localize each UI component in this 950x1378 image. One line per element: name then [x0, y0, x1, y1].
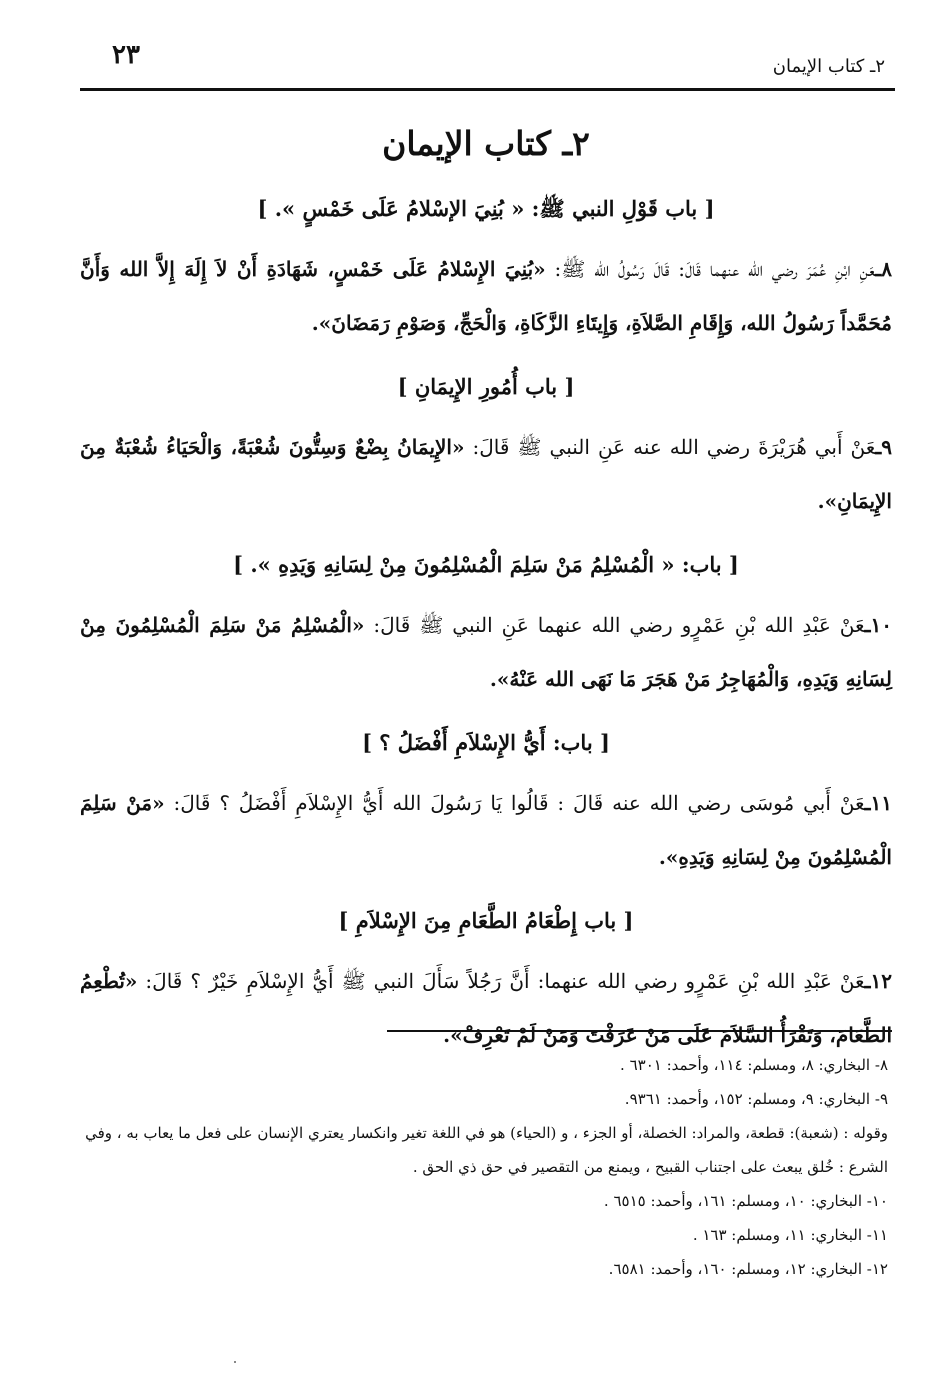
chapter-title: ٢ـ كتاب الإيمان — [382, 124, 590, 163]
section-heading-11: [ باب: أَيُّ الإِسْلاَمِ أَفْضَلُ ؟ ] — [362, 730, 610, 755]
running-title: ٢ـ كتاب الإيمان — [772, 56, 885, 77]
footnote-9-note: وقوله : (شعبة): قطعة، والمراد: الخصلة، أو الجزء ، و (الحياء) هو في اللغة تغير وانكسار يعتري الإنسان على فعل ما يعاب به ، وفي الشرع : خُلق يبعث على اجتناب القبيح ، ويمنع من التقصير في حق ذي الحق . — [85, 1124, 888, 1176]
footnote-10: ١٠- البخاري: ١٠، ومسلم: ١٦١، وأحمد: ٦٥١٥ . — [603, 1192, 888, 1210]
hadith-narration: عَنْ عَبْدِ الله بْنِ عَمْرٍو رضي الله عنهما: أَنَّ رَجُلاً سَأَلَ النبي ﷺ أَيُّ الإِسْلاَمِ خَيْرٌ ؟ قَالَ: — [137, 969, 865, 993]
section-heading-8: [ باب قَوْلِ النبي ﷺ: « بُنِيَ الإسْلامُ عَلَى خَمْسٍ ». ] — [257, 196, 715, 221]
hadith-8 — [80, 242, 892, 350]
footnote-8: ٨- البخاري: ٨، ومسلم: ١١٤، وأحمد: ٦٣٠١ . — [620, 1056, 888, 1074]
hadith-matn: «الإِيمَانُ بِضْعٌ وَسِتُّونَ شُعْبَةً، وَالْحَيَاءُ شُعْبَةٌ مِنَ الإِيمَانِ». — [80, 435, 892, 513]
hadith-12 — [80, 954, 892, 1062]
hadith-10 — [80, 598, 892, 706]
hadith-matn: «تُطْعِمُ الطَّعَامَ، وَتَقْرَأُ السَّلاَمَ عَلَى مَنْ عَرَفْتَ وَمَنْ لَمْ تَعْرِفْ». — [80, 969, 892, 1047]
hadith-narration: عَنِ ابْنِ عُمَرَ رضي الله عنهما قَالَ: قَالَ رَسُولُ الله ﷺ: — [545, 257, 876, 281]
hadith-narration: عَنْ عَبْدِ الله بْنِ عَمْرٍو رضي الله عنهما عَنِ النبي ﷺ قَالَ: — [364, 613, 865, 637]
main-content — [80, 118, 892, 1078]
hadith-number: ١١ـ — [864, 791, 892, 815]
section-heading-10: [ باب: « الْمُسْلِمُ مَنْ سَلِمَ الْمُسْلِمُونَ مِنْ لِسَانِهِ وَيَدِهِ ». ] — [233, 552, 739, 577]
footnote-9: ٩- البخاري: ٩، ومسلم: ١٥٢، وأحمد: ٩٣٦١. — [624, 1090, 888, 1108]
hadith-9 — [80, 420, 892, 528]
footnote-separator — [387, 1030, 892, 1032]
hadith-11 — [80, 776, 892, 884]
scan-speck — [234, 1361, 236, 1363]
hadith-narration: عَنْ أَبي هُرَيْرَةَ رضي الله عنه عَنِ النبي ﷺ قَالَ: — [464, 435, 876, 459]
section-heading-12: [ باب إِطْعَامُ الطَّعَامِ مِنَ الإِسْلاَمِ ] — [338, 908, 634, 933]
hadith-number: ١٢ـ — [864, 969, 892, 993]
hadith-narration: عَنْ أَبي مُوسَى رضي الله عنه قَالَ : قَالُوا يَا رَسُولَ الله أَيُّ الإِسْلاَمِ أَفْضَلُ ؟ قَالَ: — [164, 791, 865, 815]
section-heading-9: [ باب أُمُورِ الإِيمَانِ ] — [397, 374, 575, 399]
footnote-12: ١٢- البخاري: ١٢، ومسلم: ١٦٠، وأحمد: ٦٥٨١. — [608, 1260, 888, 1278]
hadith-matn: «الْمُسْلِمُ مَنْ سَلِمَ الْمُسْلِمُونَ مِنْ لِسَانِهِ وَيَدِهِ، وَالْمُهَاجِرُ مَنْ هَجَرَ مَا نَهَى الله عَنْهُ». — [80, 613, 892, 691]
footnote-11: ١١- البخاري: ١١، ومسلم: ١٦٣ . — [692, 1226, 888, 1244]
hadith-number: ٩ـ — [875, 435, 893, 459]
hadith-number: ١٠ـ — [864, 613, 892, 637]
footnotes — [80, 1048, 888, 1286]
page-number: ٢٣ — [112, 40, 140, 70]
hadith-number: ٨ـ — [875, 257, 892, 281]
hadith-matn: «بُنِيَ الإِسْلامُ عَلَى خَمْسٍ، شَهَادَةِ أَنْ لاَ إِلَهَ إِلاَّ الله وَأَنَّ مُحَمَّداً رَسُولُ الله، وَإِقَامِ الصَّلاَةِ، وَإِيتَاءِ الزَّكَاةِ، وَالْحَجِّ، وَصَوْمِ رَمَضَانَ». — [80, 257, 892, 335]
hadith-matn: «مَنْ سَلِمَ الْمُسْلِمُونَ مِنْ لِسَانِهِ وَيَدِهِ». — [80, 791, 892, 869]
running-header — [80, 40, 895, 91]
